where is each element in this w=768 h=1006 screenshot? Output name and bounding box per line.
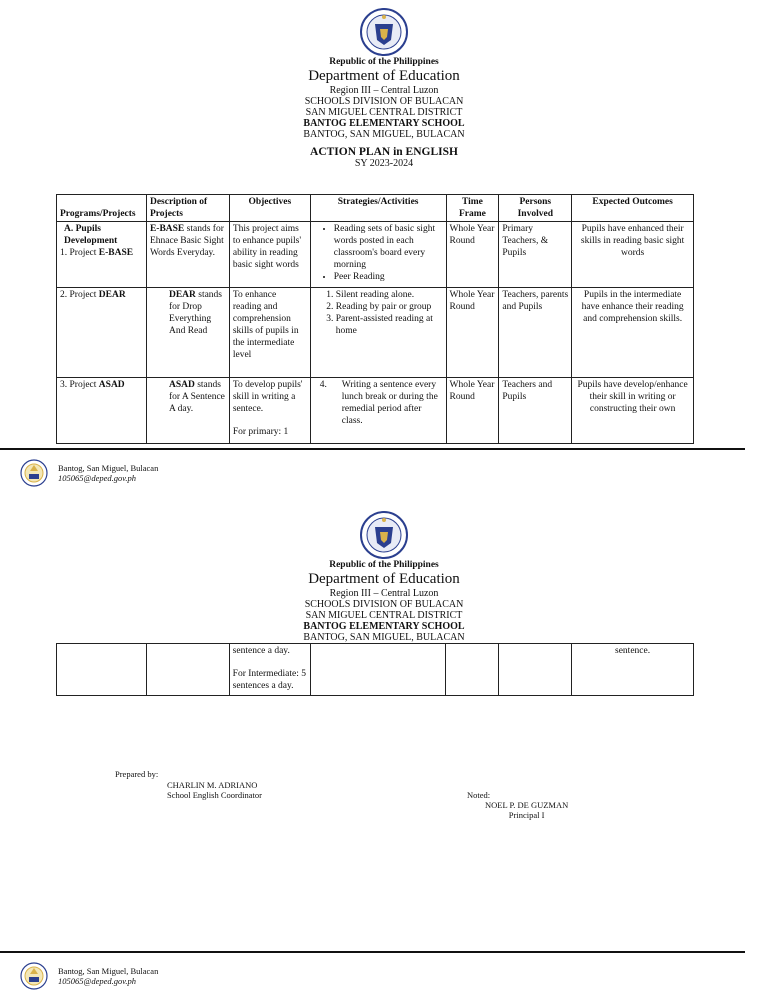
- department-line: Department of Education: [308, 571, 460, 587]
- republic-line: Republic of the Philippines: [329, 57, 439, 67]
- strategies-cell: [310, 644, 446, 696]
- objectives-cell: [229, 644, 310, 696]
- program-prefix: 2. Project: [60, 290, 99, 300]
- page-footer: [20, 962, 158, 990]
- strategy-item: Writing a sentence every lunch break or during the remedial period after class.: [341, 380, 438, 426]
- persons-cell: Teachers, parents and Pupils: [499, 288, 572, 378]
- time-frame-cell: [446, 644, 499, 696]
- header-objectives: Objectives: [229, 195, 310, 222]
- header-programs: Programs/Projects: [57, 195, 147, 222]
- program-group: A. Pupils Development: [64, 224, 118, 246]
- time-frame-cell: Whole Year Round: [446, 288, 499, 378]
- noted-label: Noted:: [467, 790, 491, 800]
- desc-text: stands for Drop Everything And Read: [168, 290, 222, 336]
- table-row: [57, 288, 694, 378]
- strategies-cell: [310, 288, 446, 378]
- program-prefix: 3. Project: [60, 380, 99, 390]
- prepared-by-block: [167, 780, 262, 800]
- strategy-item: • Peer Reading: [334, 271, 443, 283]
- program-name: ASAD: [98, 380, 125, 390]
- region-line: Region III – Central Luzon: [329, 85, 439, 96]
- desc-acronym: ASAD: [168, 380, 195, 390]
- school-line: BANTOG ELEMENTARY SCHOOL: [303, 118, 465, 129]
- outcomes-cell: sentence.: [572, 644, 694, 696]
- letterhead-page-1: [0, 8, 768, 169]
- time-frame-cell: Whole Year Round: [446, 222, 499, 288]
- strategies-cell: [310, 222, 446, 288]
- persons-cell: [499, 644, 572, 696]
- program-cell: [57, 644, 147, 696]
- school-line: BANTOG ELEMENTARY SCHOOL: [303, 621, 465, 632]
- action-plan-table: [56, 194, 694, 444]
- strategy-item: • Reading sets of basic sight words posted in each classroom's board every morning: [334, 223, 443, 271]
- noted-name: NOEL P. DE GUZMAN: [485, 800, 569, 810]
- district-line: SAN MIGUEL CENTRAL DISTRICT: [305, 610, 463, 621]
- persons-cell: Teachers and Pupils: [499, 378, 572, 444]
- time-frame-cell: Whole Year Round: [446, 378, 499, 444]
- republic-line: Republic of the Philippines: [329, 560, 439, 570]
- deped-seal-icon: [360, 511, 408, 559]
- objective-text: For Intermediate: 5 sentences a day.: [232, 669, 307, 691]
- action-plan-table-continued: [56, 643, 694, 696]
- table-row: [57, 644, 694, 696]
- division-line: SCHOOLS DIVISION OF BULACAN: [304, 599, 464, 610]
- objective-text: For primary: 1: [232, 427, 289, 437]
- letterhead-page-2: [0, 511, 768, 643]
- description-cell: [146, 378, 229, 444]
- program-cell: [57, 378, 147, 444]
- header-outcomes: Expected Outcomes: [572, 195, 694, 222]
- outcomes-cell: Pupils have develop/enhance their skill in writing or constructing their own: [572, 378, 694, 444]
- program-name: DEAR: [98, 290, 126, 300]
- desc-acronym: DEAR: [168, 290, 196, 300]
- description-cell: [146, 288, 229, 378]
- school-year: SY 2023-2024: [354, 158, 414, 169]
- division-line: SCHOOLS DIVISION OF BULACAN: [304, 96, 464, 107]
- strategy-item: 3. Parent-assisted reading at home: [336, 313, 443, 337]
- description-cell: [146, 644, 229, 696]
- footer-email[interactable]: 105065@deped.gov.ph: [58, 473, 137, 483]
- footer-rule: [0, 951, 745, 953]
- strategies-cell: [310, 378, 446, 444]
- footer-address: Bantog, San Miguel, Bulacan: [58, 966, 159, 976]
- region-line: Region III – Central Luzon: [329, 588, 439, 599]
- desc-text: stands for A Sentence A day.: [168, 380, 225, 414]
- objectives-cell: [229, 378, 310, 444]
- prepared-by-label: Prepared by:: [115, 769, 159, 779]
- strategy-item: 2. Reading by pair or group: [336, 301, 443, 313]
- noted-block: [485, 800, 568, 820]
- header-description: Description of Projects: [146, 195, 229, 222]
- prepared-title: School English Coordinator: [167, 790, 262, 800]
- address-line: BANTOG, SAN MIGUEL, BULACAN: [303, 632, 465, 643]
- description-cell: [146, 222, 229, 288]
- table-row: [57, 378, 694, 444]
- noted-title: Principal I: [508, 810, 545, 820]
- page-footer: [20, 459, 158, 487]
- desc-acronym: E-BASE: [149, 224, 185, 234]
- desc-text: stands for Ehnace Basic Sight Words Everyday.: [149, 224, 224, 258]
- department-line: Department of Education: [308, 68, 460, 84]
- header-persons: Persons Involved: [499, 195, 572, 222]
- outcomes-cell: Pupils in the intermediate have enhance their reading and comprehension skills.: [572, 288, 694, 378]
- table-header-row: [57, 195, 694, 222]
- objectives-cell: This project aims to enhance pupils' ability in reading basic sight words: [229, 222, 310, 288]
- footer-rule: [0, 448, 745, 450]
- district-line: SAN MIGUEL CENTRAL DISTRICT: [305, 107, 463, 118]
- table-row: [57, 222, 694, 288]
- objectives-cell: To enhance reading and comprehension skills of pupils in the intermediate level: [229, 288, 310, 378]
- deped-seal-icon: [360, 8, 408, 56]
- persons-cell: Primary Teachers, & Pupils: [499, 222, 572, 288]
- school-logo-icon: [20, 459, 48, 487]
- prepared-name: CHARLIN M. ADRIANO: [167, 780, 258, 790]
- footer-address: Bantog, San Miguel, Bulacan: [58, 463, 159, 473]
- objective-text: sentence a day.: [232, 646, 290, 656]
- program-name: E-BASE: [98, 248, 134, 258]
- header-strategies: Strategies/Activities: [310, 195, 446, 222]
- school-logo-icon: [20, 962, 48, 990]
- objective-text: To develop pupils' skill in writing a sentece.: [232, 380, 303, 414]
- program-cell: [57, 222, 147, 288]
- outcomes-cell: Pupils have enhanced their skills in reading basic sight words: [572, 222, 694, 288]
- strategy-item: 1. Silent reading alone.: [336, 289, 443, 301]
- document-title: ACTION PLAN in ENGLISH: [310, 146, 458, 158]
- address-line: BANTOG, SAN MIGUEL, BULACAN: [303, 129, 465, 140]
- footer-email[interactable]: 105065@deped.gov.ph: [58, 976, 137, 986]
- header-time-frame: Time Frame: [446, 195, 499, 222]
- strategy-number: 4.: [319, 380, 327, 390]
- program-prefix: 1. Project: [60, 248, 99, 258]
- program-cell: [57, 288, 147, 378]
